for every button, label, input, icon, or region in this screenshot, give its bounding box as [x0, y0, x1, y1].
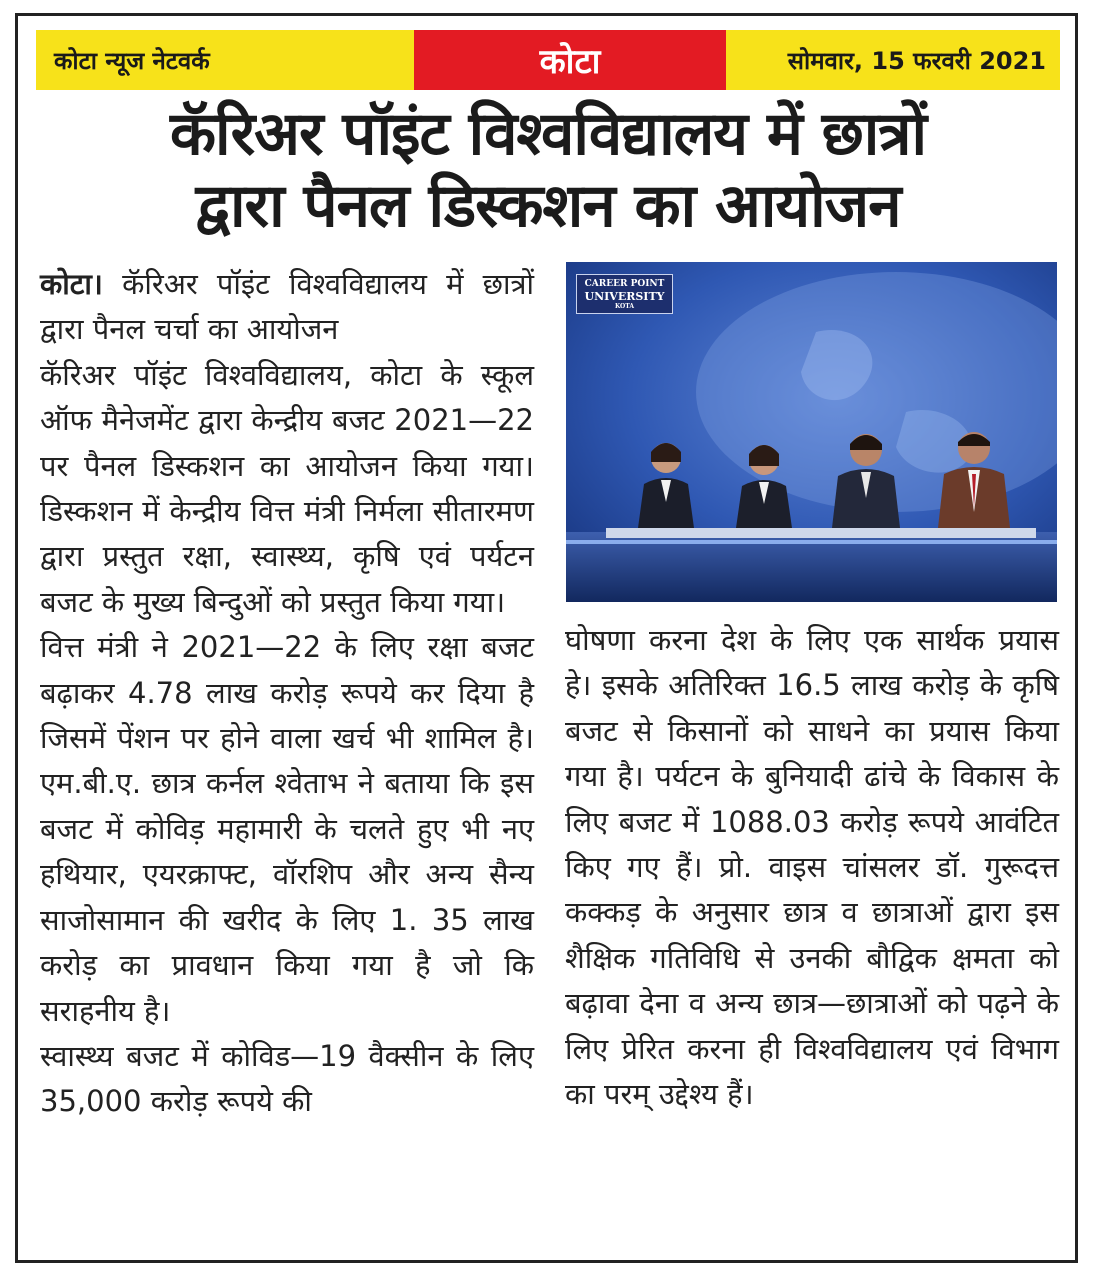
panel-discussion-photo	[566, 262, 1057, 602]
masthead	[36, 30, 1060, 90]
article-paragraph	[40, 262, 534, 353]
dateline: कोटा।	[40, 267, 103, 301]
article-column-right	[565, 618, 1059, 1117]
headline	[30, 98, 1066, 242]
article-paragraph: स्वास्थ्य बजट में कोविड—19 वैक्सीन के लिए 35,000 करोड़ रूपये की	[40, 1038, 534, 1119]
headline-line-1: कॅरिअर पॉइंट विश्वविद्यालय में छात्रों	[169, 99, 927, 169]
article-paragraph: कॅरिअर पॉइंट विश्वविद्यालय, कोटा के स्कूल ऑफ मैनेजमेंट द्वारा केन्द्रीय बजट 2021—22 पर पैनल डिस्कशन का आयोजन किया गया। डिस्कशन में केन्द्रीय वित्त मंत्री निर्मला सीतारमण द्वारा प्रस्तुत रक्षा, स्वास्थ्य, कृषि एवं पर्यटन बजट के मुख्य बिन्दुओं को प्रस्तुत किया गया।	[40, 357, 534, 619]
network-name: कोटा न्यूज नेटवर्क	[36, 30, 414, 90]
headline-line-2: द्वारा पैनल डिस्कशन का आयोजन	[195, 171, 901, 241]
city-name: कोटा	[414, 30, 726, 90]
article-intro: कॅरिअर पॉइंट विश्वविद्यालय में छात्रों द्वारा पैनल चर्चा का आयोजन	[40, 267, 534, 347]
article-paragraph: वित्त मंत्री ने 2021—22 के लिए रक्षा बजट बढ़ाकर 4.78 लाख करोड़ रूपये कर दिया है जिसमें पेंशन पर होने वाला खर्च भी शामिल है। एम.बी.ए. छात्र कर्नल श्वेताभ ने बताया कि इस बजट में कोविड़ महामारी के चलते हुए भी नए हथियार, एयरक्राफ्ट, वॉरशिप और अन्य सैन्य साजोसामान की खरीद के लिए 1. 35 लाख करोड़ का प्रावधान किया गया है जो कि सराहनीय है।	[40, 630, 534, 1028]
article-paragraph: घोषणा करना देश के लिए एक सार्थक प्रयास हे। इसके अतिरिक्त 16.5 लाख करोड़ के कृषि बजट से किसानों को साधने का प्रयास किया गया है। पर्यटन के बुनियादी ढांचे के विकास के लिए बजट में 1088.03 करोड़ रूपये आवंटित किए गए हैं। प्रो. वाइस चांसलर डॉ. गुरूदत्त कक्कड़ के अनुसार छात्र व छात्राओं द्वारा इस शैक्षिक गतिविधि से उनकी बौद्विक क्षमता को बढ़ावा देना व अन्य छात्र—छात्राओं को पढ़ने के लिए प्रेरित करना ही विश्वविद्यालय एवं विभाग का परम् उद्देश्य हैं।	[565, 623, 1059, 1112]
article-column-left	[40, 262, 534, 1125]
university-logo: CAREER POINT UNIVERSITY KOTA	[576, 274, 673, 314]
issue-date: सोमवार, 15 फरवरी 2021	[726, 30, 1060, 90]
